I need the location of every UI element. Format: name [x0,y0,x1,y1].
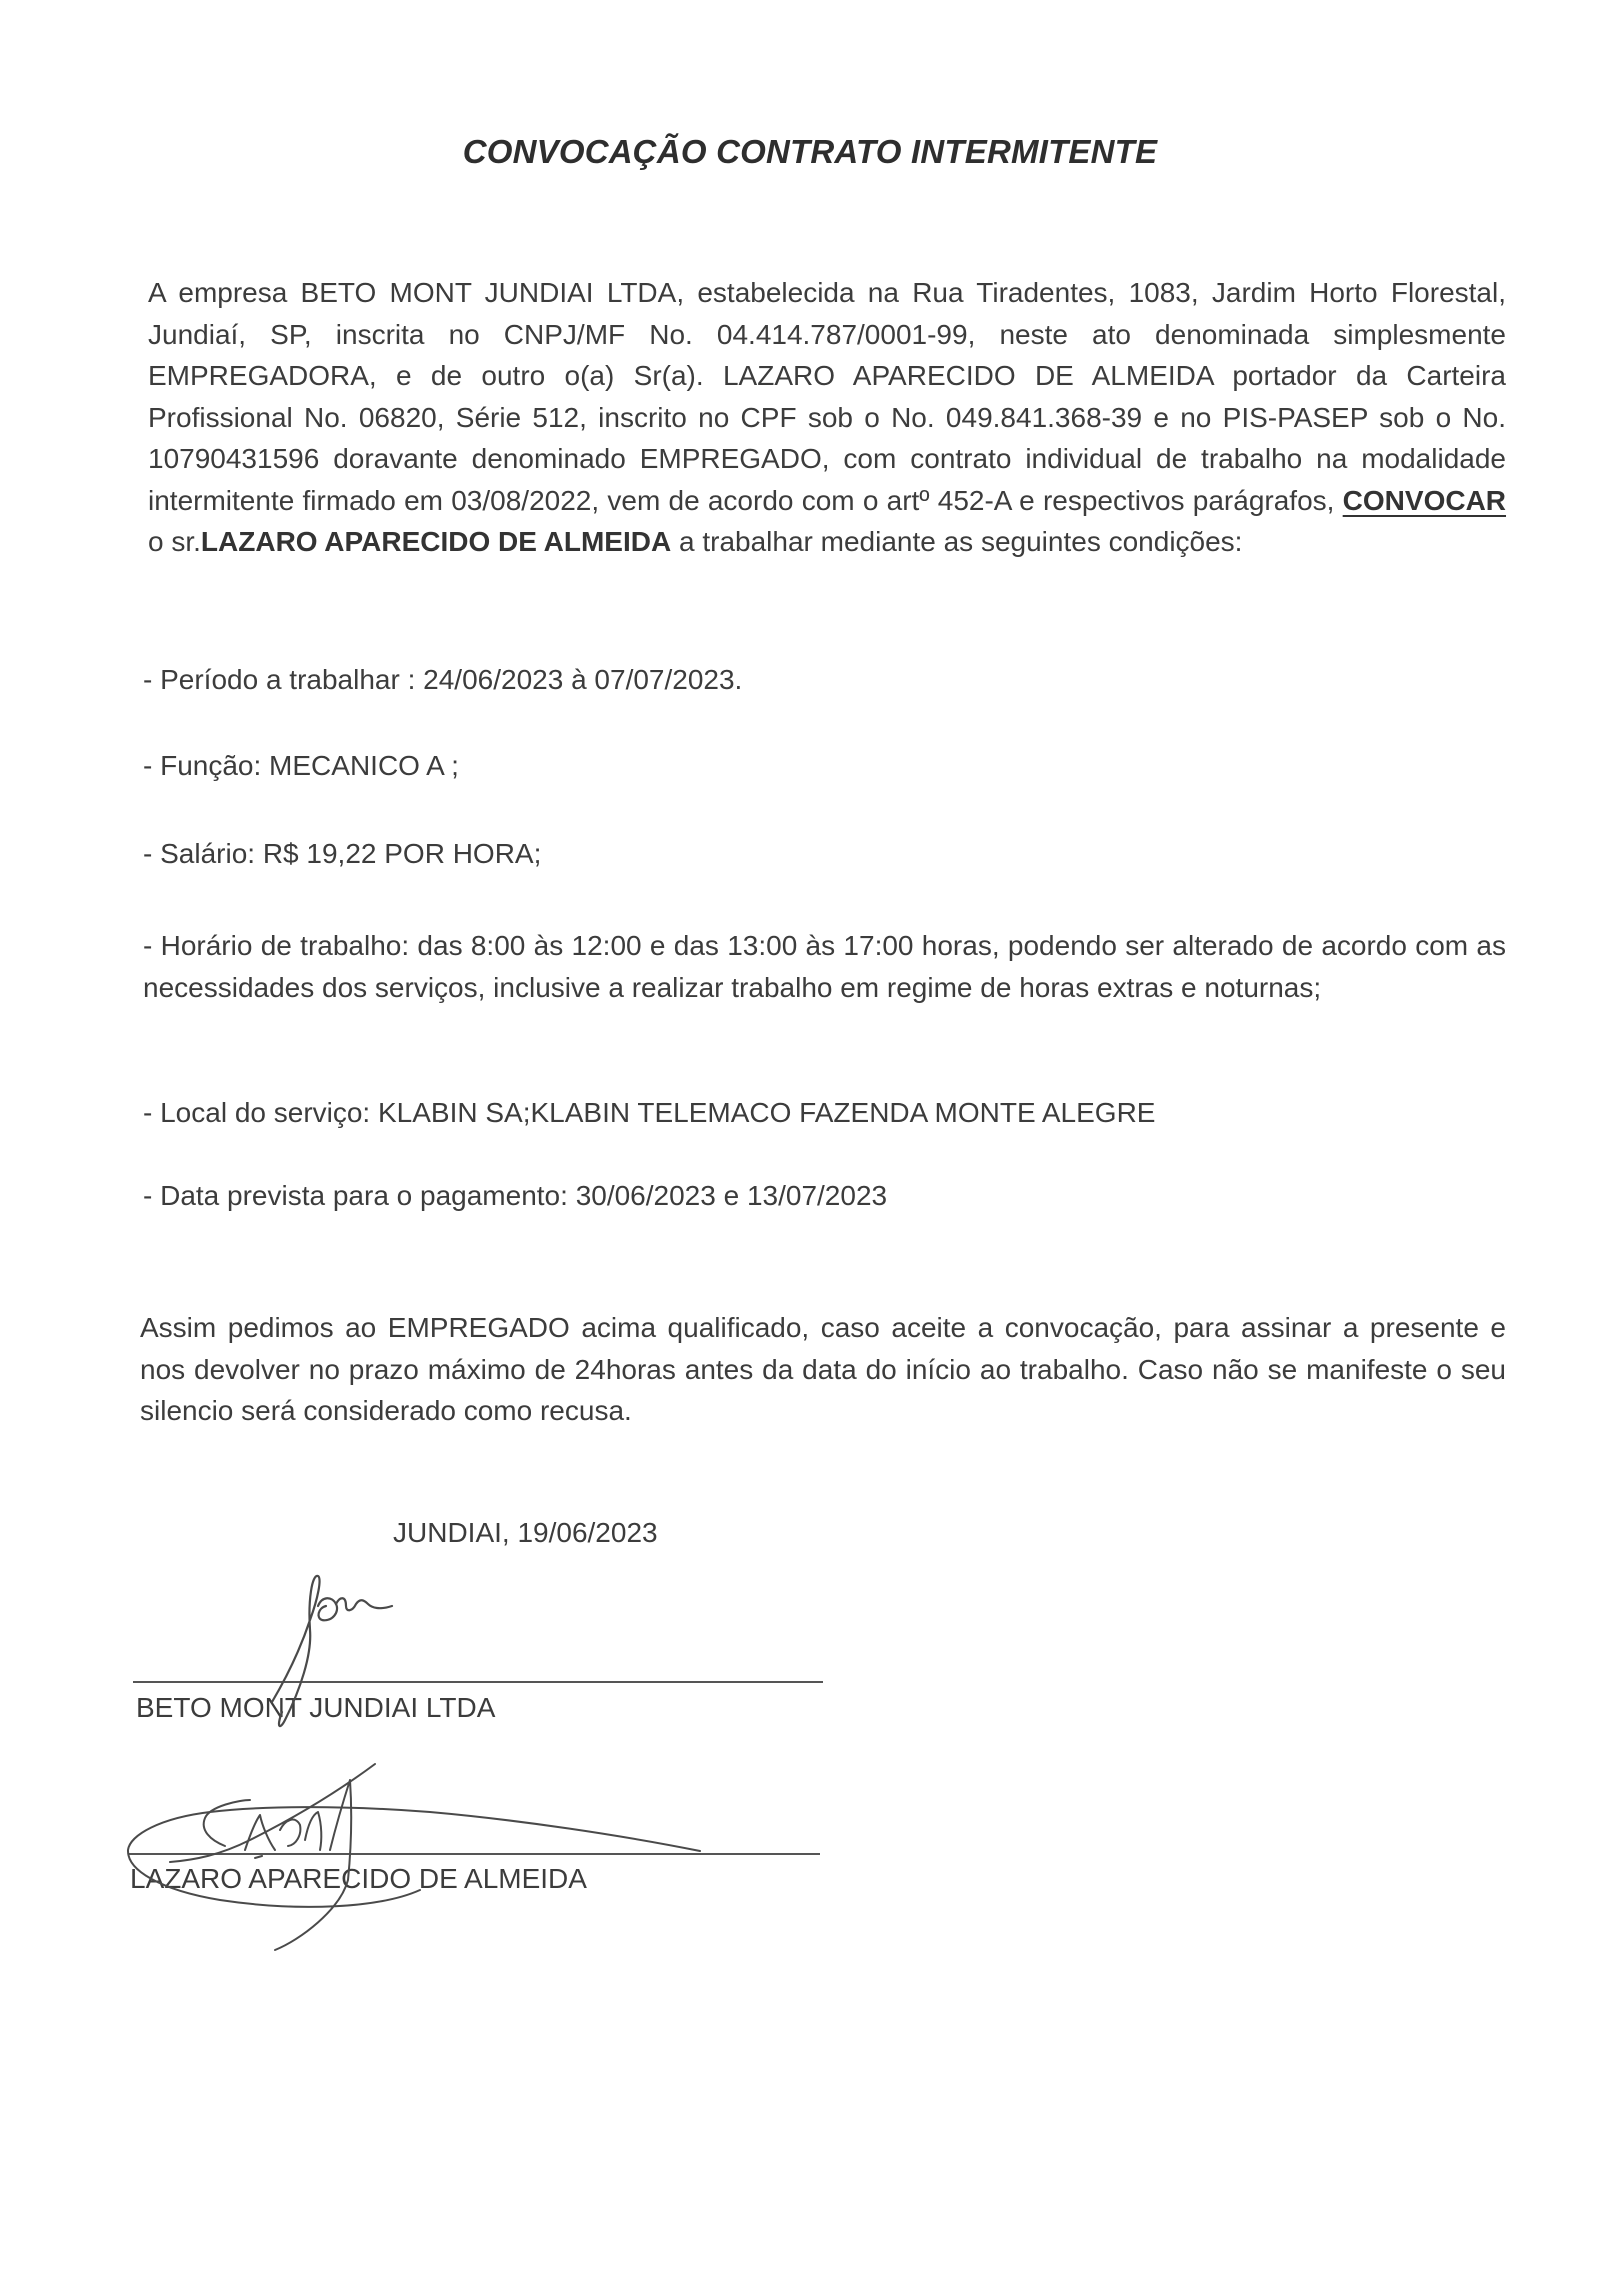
employer-name: BETO MONT JUNDIAI LTDA [136,1692,496,1723]
employee-signature-line [128,1853,820,1855]
place-and-date: JUNDIAI, 19/06/2023 [393,1517,658,1548]
document-title: CONVOCAÇÃO CONTRATO INTERMITENTE [462,133,1158,170]
intro-paragraph [148,272,1506,563]
condition-funcao: - Função: MECANICO A ; [143,750,459,781]
closing-paragraph: Assim pedimos ao EMPREGADO acima qualificado, caso aceite a convocação, para assinar a presente e nos devolver no prazo máximo de 24horas antes da data do início ao trabalho. Caso não se manifeste o seu silencio será considerado como recusa. [140,1312,1506,1426]
condition-periodo: - Período a trabalhar : 24/06/2023 à 07/07/2023. [143,664,743,695]
employee-signature [128,1764,700,1950]
condition-horario: - Horário de trabalho: das 8:00 às 12:00 e das 13:00 às 17:00 horas, podendo ser alterado de acordo com as necessidades dos serviços, inclusive a realizar trabalho em regime de horas extras e noturnas; [143,930,1506,1003]
employee-name-bold: LAZARO APARECIDO DE ALMEIDA [200,526,672,557]
intro-text-part2: o sr. [148,526,201,557]
condition-pagamento: - Data prevista para o pagamento: 30/06/2023 e 13/07/2023 [143,1180,888,1211]
employee-name: LAZARO APARECIDO DE ALMEIDA [130,1863,587,1894]
condition-salario: - Salário: R$ 19,22 POR HORA; [143,838,542,869]
convocar-emphasis: CONVOCAR [1342,484,1507,516]
intro-text-part3: a trabalhar mediante as seguintes condições: [679,526,1243,557]
employer-signature-line [133,1681,823,1683]
intro-text-part1: A empresa BETO MONT JUNDIAI LTDA, estabelecida na Rua Tiradentes, 1083, Jardim Horto Florestal, Jundiaí, SP, inscrita no CNPJ/MF No. 04.414.787/0001-99, neste ato denominada simplesmente EMPREGADORA, e de outro o(a) Sr(a). LAZARO APARECIDO DE ALMEIDA portador da Carteira Profissional No. 06820, Série 512, inscrito no CPF sob o No. 049.841.368-39 e no PIS-PASEP sob o No. 10790431596 doravante denominado EMPREGADO, com contrato individual de trabalho na modalidade intermitente firmado em 03/08/2022, vem de acordo com o artº 452-A e respectivos parágrafos, [148,277,1506,516]
condition-local: - Local do serviço: KLABIN SA;KLABIN TELEMACO FAZENDA MONTE ALEGRE [143,1097,1156,1128]
